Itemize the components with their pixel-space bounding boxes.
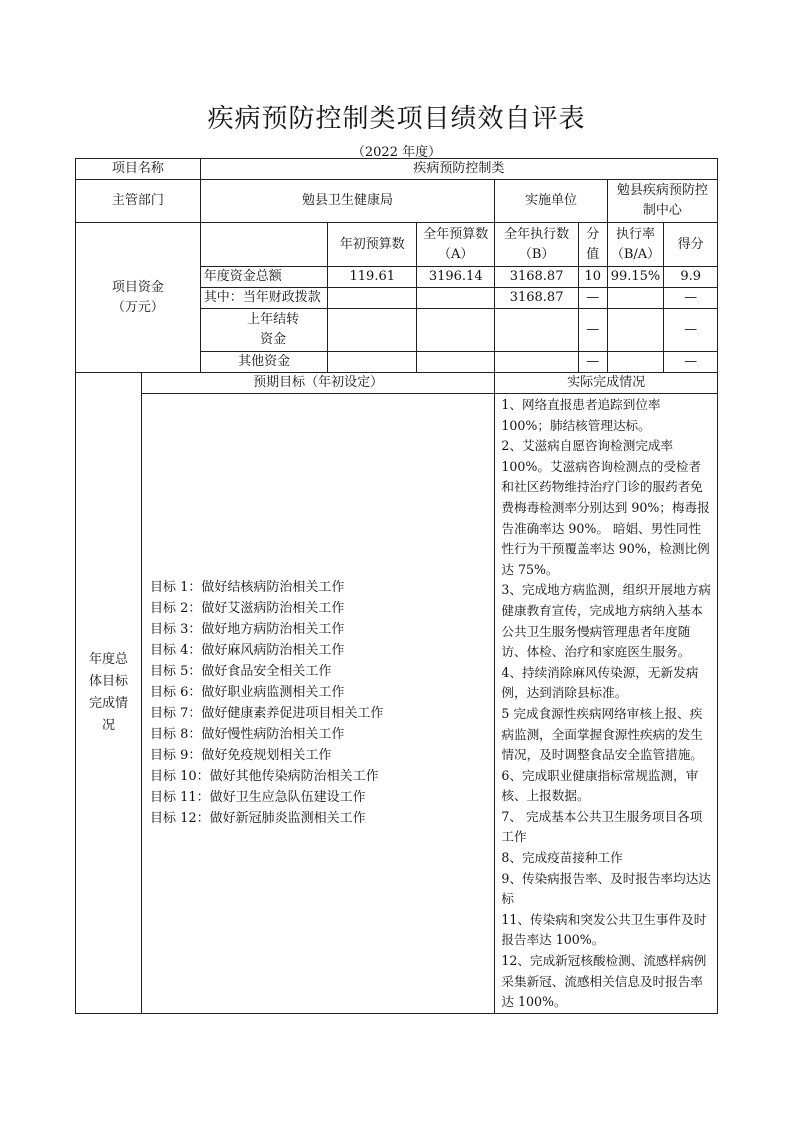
funds-row-rate [607,288,664,309]
goal-item: 目标 1：做好结核病防治相关工作 [149,580,345,596]
result-item: 6、完成职业健康指标常规监测，审核、上报数据。 [501,767,699,804]
dept-value: 勉县卫生健康局 [200,180,495,223]
actual-header: 实际完成情况 [495,373,718,394]
funds-header-score-value: 分值 [578,223,607,267]
funds-header-score: 得分 [664,223,718,267]
funds-row-budget [417,288,495,309]
funds-row-name: 上年结转资金 [200,309,328,352]
funds-row-exec [495,309,578,352]
funds-row-exec: 3168.87 [495,267,578,288]
result-item: 1、网络直报患者追踪到位率 100%；肺结核管理达标。 [501,397,661,433]
funds-row-score: — [664,309,718,352]
project-name-row [76,159,718,180]
result-item: 8、完成疫苗接种工作 [501,850,623,866]
funds-row-score: — [664,352,718,373]
funds-row-exec [495,352,578,373]
result-item: 2、艾滋病自愿咨询检测完成率 100%。艾滋病咨询检测点的受检者和社区药物维持治疗门诊的服药者免费梅毒检测率分别达到 90%；梅毒报告准确率达 90%。 暗娼、男性同性性行为干预覆盖率达 90%，检测比例达 75%。 [501,438,710,577]
funds-label [76,223,201,373]
expected-goals-cell [141,394,494,1014]
funds-row-initial [328,352,417,373]
funds-row-rate [607,352,664,373]
funds-header-row [76,223,718,267]
funds-row-budget [417,352,495,373]
goal-item: 目标 12：做好新冠肺炎监测相关工作 [149,811,366,827]
funds-row-budget: 3196.14 [417,267,495,288]
goal-item: 目标 3：做好地方病防治相关工作 [149,622,345,638]
funds-header-blank [200,223,328,267]
funds-row-initial [328,309,417,352]
funds-row-score: — [664,288,718,309]
goal-item: 目标 8：做好慢性病防治相关工作 [149,727,345,743]
goal-item: 目标 5：做好食品安全相关工作 [149,664,332,680]
result-item: 9、传染病报告率、及时报告率均达达标 [501,870,711,907]
goal-item: 目标 7：做好健康素养促进项目相关工作 [149,706,384,722]
funds-row-score-value: — [578,309,607,352]
project-name-label: 项目名称 [76,159,201,180]
expected-header: 预期目标（年初设定） [141,373,494,394]
goal-item: 目标 2：做好艾滋病防治相关工作 [149,601,345,617]
result-item: 4、持续消除麻风传染源，无新发病例，达到消除县标准。 [501,664,699,701]
page-title: 疾病预防控制类项目绩效自评表 [207,104,586,134]
funds-header-rate: 执行率（B/A） [607,223,664,267]
impl-label: 实施单位 [495,180,607,223]
annual-label-text: 年度总体目标完成情况 [88,651,128,733]
impl-value: 勉县疾病预防控制中心 [607,180,717,223]
funds-row-rate: 99.15% [607,267,664,288]
funds-row-rate [607,309,664,352]
funds-row-initial: 119.61 [328,267,417,288]
result-item: 12、完成新冠核酸检测、流感样病例采集新冠、流感相关信息及时报告率达 100%。 [501,953,707,1010]
funds-row-budget [417,309,495,352]
funds-row-score-value: 10 [578,267,607,288]
goal-item: 目标 10：做好其他传染病防治相关工作 [149,769,379,785]
goal-item: 目标 4：做好麻风病防治相关工作 [149,643,345,659]
funds-row-name: 其中：当年财政拨款 [200,288,328,309]
funds-label-line2: （万元） [111,299,164,315]
department-row [76,180,718,223]
annual-header-row [76,373,718,394]
result-item: 3、完成地方病监测，组织开展地方病健康教育宣传，完成地方病纳入基本公共卫生服务慢病管理患者年度随访、体检、治疗和家庭医生服务。 [501,582,711,660]
result-item: 5 完成食源性疾病网络审核上报、疾病监测，全面掌握食源性疾病的发生情况，及时调整食品安全监管措施。 [501,705,703,763]
funds-label-line1: 项目资金 [111,279,164,295]
funds-header-exec: 全年执行数（B） [495,223,578,267]
funds-header-initial: 年初预算数 [328,223,417,267]
annual-content-row [76,394,718,1014]
actual-results-cell [495,394,718,1014]
year-subtitle: （2022 年度） [351,145,442,160]
funds-row-score: 9.9 [664,267,718,288]
annual-label [76,373,142,1014]
funds-row-exec: 3168.87 [495,288,578,309]
result-item: 11、传染病和突发公共卫生事件及时报告率达 100%。 [501,911,707,948]
funds-row-name: 年度资金总额 [200,267,328,288]
project-name-value: 疾病预防控制类 [200,159,717,180]
funds-row-initial [328,288,417,309]
funds-header-budget: 全年预算数（A） [417,223,495,267]
goal-item: 目标 9：做好免疫规划相关工作 [149,748,332,764]
funds-row-name: 其他资金 [200,352,328,373]
funds-row-score-value: — [578,288,607,309]
dept-label: 主管部门 [76,180,201,223]
evaluation-table [75,158,718,1014]
goal-item: 目标 6：做好职业病监测相关工作 [149,685,345,701]
funds-row-score-value: — [578,352,607,373]
goal-item: 目标 11：做好卫生应急队伍建设工作 [149,790,366,806]
result-item: 7、 完成基本公共卫生服务项目各项工作 [501,808,703,845]
